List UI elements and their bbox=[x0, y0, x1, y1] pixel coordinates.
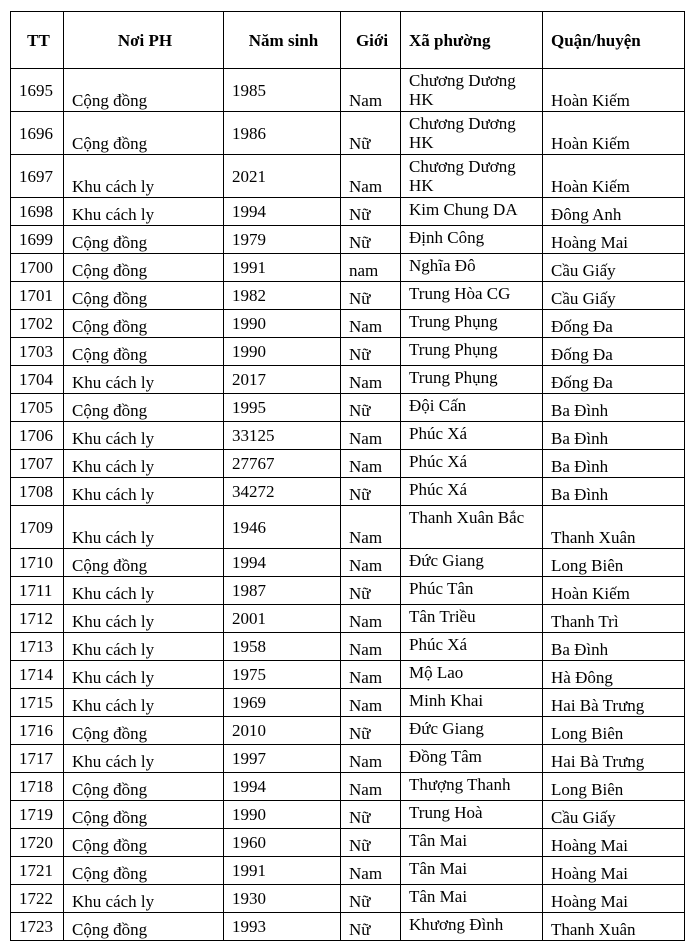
cell-nam-sinh: 2001 bbox=[224, 605, 341, 633]
cell-tt: 1721 bbox=[11, 857, 64, 885]
cell-tt: 1719 bbox=[11, 801, 64, 829]
cell-noi-ph: Khu cách ly bbox=[64, 506, 224, 549]
cell-gioi: Nữ bbox=[341, 394, 401, 422]
cell-xa-phuong: Thượng Thanh bbox=[401, 773, 543, 801]
cell-xa-phuong: Phúc Xá bbox=[401, 422, 543, 450]
cell-quan-huyen: Đống Đa bbox=[543, 310, 685, 338]
cell-gioi: Nữ bbox=[341, 717, 401, 745]
cell-tt: 1709 bbox=[11, 506, 64, 549]
cell-xa-phuong: Định Công bbox=[401, 226, 543, 254]
cell-gioi: Nam bbox=[341, 422, 401, 450]
cell-xa-phuong: Chương Dương HK bbox=[401, 155, 543, 198]
cell-nam-sinh: 1975 bbox=[224, 661, 341, 689]
cell-quan-huyen: Long Biên bbox=[543, 549, 685, 577]
cell-gioi: Nam bbox=[341, 310, 401, 338]
cell-quan-huyen: Thanh Xuân bbox=[543, 506, 685, 549]
cell-xa-phuong: Phúc Xá bbox=[401, 633, 543, 661]
cell-gioi: Nữ bbox=[341, 829, 401, 857]
table-row bbox=[11, 689, 685, 717]
cell-tt: 1715 bbox=[11, 689, 64, 717]
cell-quan-huyen: Long Biên bbox=[543, 773, 685, 801]
cell-noi-ph: Cộng đồng bbox=[64, 857, 224, 885]
cell-tt: 1698 bbox=[11, 198, 64, 226]
cell-noi-ph: Khu cách ly bbox=[64, 885, 224, 913]
cell-gioi: nam bbox=[341, 254, 401, 282]
cell-tt: 1697 bbox=[11, 155, 64, 198]
cell-tt: 1699 bbox=[11, 226, 64, 254]
cell-nam-sinh: 33125 bbox=[224, 422, 341, 450]
cell-gioi: Nam bbox=[341, 689, 401, 717]
cell-noi-ph: Khu cách ly bbox=[64, 450, 224, 478]
table-row bbox=[11, 745, 685, 773]
cell-quan-huyen: Ba Đình bbox=[543, 633, 685, 661]
cell-gioi: Nam bbox=[341, 366, 401, 394]
cell-gioi: Nam bbox=[341, 633, 401, 661]
cell-xa-phuong: Tân Triều bbox=[401, 605, 543, 633]
cell-tt: 1704 bbox=[11, 366, 64, 394]
cell-nam-sinh: 1969 bbox=[224, 689, 341, 717]
table-row bbox=[11, 633, 685, 661]
cell-gioi: Nam bbox=[341, 605, 401, 633]
cell-xa-phuong: Khương Đình bbox=[401, 913, 543, 941]
table-row bbox=[11, 422, 685, 450]
cell-noi-ph: Cộng đồng bbox=[64, 254, 224, 282]
cell-gioi: Nam bbox=[341, 661, 401, 689]
header-nam-sinh: Năm sinh bbox=[224, 12, 341, 69]
cell-xa-phuong: Trung Hoà bbox=[401, 801, 543, 829]
table-row bbox=[11, 506, 685, 549]
table-row bbox=[11, 282, 685, 310]
cell-noi-ph: Cộng đồng bbox=[64, 226, 224, 254]
cell-quan-huyen: Cầu Giấy bbox=[543, 254, 685, 282]
cell-noi-ph: Khu cách ly bbox=[64, 661, 224, 689]
cell-nam-sinh: 1997 bbox=[224, 745, 341, 773]
cell-quan-huyen: Hoàn Kiếm bbox=[543, 69, 685, 112]
cell-noi-ph: Cộng đồng bbox=[64, 69, 224, 112]
cell-quan-huyen: Hoàn Kiếm bbox=[543, 112, 685, 155]
cell-noi-ph: Cộng đồng bbox=[64, 112, 224, 155]
cell-quan-huyen: Đông Anh bbox=[543, 198, 685, 226]
cell-gioi: Nữ bbox=[341, 112, 401, 155]
cell-noi-ph: Cộng đồng bbox=[64, 801, 224, 829]
cell-quan-huyen: Ba Đình bbox=[543, 394, 685, 422]
table-row bbox=[11, 661, 685, 689]
table-row bbox=[11, 198, 685, 226]
cell-gioi: Nam bbox=[341, 857, 401, 885]
cell-quan-huyen: Hoàng Mai bbox=[543, 829, 685, 857]
cell-tt: 1718 bbox=[11, 773, 64, 801]
table-row bbox=[11, 857, 685, 885]
cell-tt: 1708 bbox=[11, 478, 64, 506]
cell-xa-phuong: Phúc Xá bbox=[401, 478, 543, 506]
cell-nam-sinh: 1985 bbox=[224, 69, 341, 112]
cell-xa-phuong: Thanh Xuân Bắc bbox=[401, 506, 543, 549]
cell-gioi: Nữ bbox=[341, 226, 401, 254]
cell-noi-ph: Khu cách ly bbox=[64, 366, 224, 394]
cell-nam-sinh: 1930 bbox=[224, 885, 341, 913]
case-table bbox=[10, 11, 685, 941]
cell-gioi: Nữ bbox=[341, 885, 401, 913]
table-row bbox=[11, 112, 685, 155]
cell-xa-phuong: Đức Giang bbox=[401, 717, 543, 745]
cell-tt: 1703 bbox=[11, 338, 64, 366]
cell-gioi: Nữ bbox=[341, 801, 401, 829]
cell-xa-phuong: Trung Phụng bbox=[401, 366, 543, 394]
cell-xa-phuong: Chương Dương HK bbox=[401, 112, 543, 155]
table-row bbox=[11, 717, 685, 745]
cell-noi-ph: Khu cách ly bbox=[64, 198, 224, 226]
cell-quan-huyen: Ba Đình bbox=[543, 422, 685, 450]
cell-noi-ph: Khu cách ly bbox=[64, 577, 224, 605]
cell-tt: 1695 bbox=[11, 69, 64, 112]
cell-tt: 1713 bbox=[11, 633, 64, 661]
cell-xa-phuong: Trung Phụng bbox=[401, 310, 543, 338]
cell-tt: 1696 bbox=[11, 112, 64, 155]
cell-nam-sinh: 27767 bbox=[224, 450, 341, 478]
cell-noi-ph: Khu cách ly bbox=[64, 605, 224, 633]
cell-quan-huyen: Hoàng Mai bbox=[543, 857, 685, 885]
cell-xa-phuong: Minh Khai bbox=[401, 689, 543, 717]
cell-gioi: Nữ bbox=[341, 198, 401, 226]
cell-xa-phuong: Đội Cấn bbox=[401, 394, 543, 422]
cell-nam-sinh: 1990 bbox=[224, 310, 341, 338]
cell-xa-phuong: Trung Phụng bbox=[401, 338, 543, 366]
cell-xa-phuong: Tân Mai bbox=[401, 857, 543, 885]
cell-noi-ph: Cộng đồng bbox=[64, 829, 224, 857]
cell-tt: 1705 bbox=[11, 394, 64, 422]
cell-noi-ph: Cộng đồng bbox=[64, 549, 224, 577]
cell-noi-ph: Cộng đồng bbox=[64, 773, 224, 801]
cell-quan-huyen: Hoàng Mai bbox=[543, 885, 685, 913]
cell-tt: 1711 bbox=[11, 577, 64, 605]
header-row bbox=[11, 12, 685, 69]
cell-gioi: Nam bbox=[341, 506, 401, 549]
cell-tt: 1720 bbox=[11, 829, 64, 857]
table-row bbox=[11, 829, 685, 857]
cell-noi-ph: Cộng đồng bbox=[64, 913, 224, 941]
cell-xa-phuong: Trung Hòa CG bbox=[401, 282, 543, 310]
cell-nam-sinh: 1991 bbox=[224, 857, 341, 885]
cell-quan-huyen: Thanh Xuân bbox=[543, 913, 685, 941]
cell-quan-huyen: Long Biên bbox=[543, 717, 685, 745]
cell-tt: 1712 bbox=[11, 605, 64, 633]
cell-quan-huyen: Đống Đa bbox=[543, 338, 685, 366]
cell-quan-huyen: Hoàn Kiếm bbox=[543, 577, 685, 605]
cell-gioi: Nam bbox=[341, 69, 401, 112]
cell-noi-ph: Khu cách ly bbox=[64, 155, 224, 198]
header-quan-huyen: Quận/huyện bbox=[543, 12, 685, 69]
cell-tt: 1702 bbox=[11, 310, 64, 338]
cell-nam-sinh: 1960 bbox=[224, 829, 341, 857]
cell-nam-sinh: 2017 bbox=[224, 366, 341, 394]
header-gioi: Giới bbox=[341, 12, 401, 69]
cell-gioi: Nữ bbox=[341, 338, 401, 366]
table-row bbox=[11, 338, 685, 366]
header-xa-phuong: Xã phường bbox=[401, 12, 543, 69]
cell-xa-phuong: Nghĩa Đô bbox=[401, 254, 543, 282]
cell-nam-sinh: 1958 bbox=[224, 633, 341, 661]
cell-noi-ph: Khu cách ly bbox=[64, 689, 224, 717]
cell-tt: 1710 bbox=[11, 549, 64, 577]
cell-tt: 1700 bbox=[11, 254, 64, 282]
cell-nam-sinh: 2010 bbox=[224, 717, 341, 745]
cell-noi-ph: Khu cách ly bbox=[64, 422, 224, 450]
cell-noi-ph: Cộng đồng bbox=[64, 338, 224, 366]
cell-quan-huyen: Hoàng Mai bbox=[543, 226, 685, 254]
cell-gioi: Nữ bbox=[341, 913, 401, 941]
cell-tt: 1714 bbox=[11, 661, 64, 689]
cell-tt: 1701 bbox=[11, 282, 64, 310]
cell-xa-phuong: Phúc Tân bbox=[401, 577, 543, 605]
cell-quan-huyen: Hoàn Kiếm bbox=[543, 155, 685, 198]
cell-gioi: Nam bbox=[341, 155, 401, 198]
cell-nam-sinh: 1993 bbox=[224, 913, 341, 941]
cell-gioi: Nam bbox=[341, 745, 401, 773]
table-row bbox=[11, 254, 685, 282]
cell-gioi: Nam bbox=[341, 450, 401, 478]
cell-nam-sinh: 1991 bbox=[224, 254, 341, 282]
cell-nam-sinh: 1982 bbox=[224, 282, 341, 310]
cell-nam-sinh: 1994 bbox=[224, 198, 341, 226]
cell-xa-phuong: Tân Mai bbox=[401, 885, 543, 913]
cell-nam-sinh: 1986 bbox=[224, 112, 341, 155]
cell-tt: 1717 bbox=[11, 745, 64, 773]
table-row bbox=[11, 885, 685, 913]
table-row bbox=[11, 69, 685, 112]
cell-gioi: Nam bbox=[341, 549, 401, 577]
cell-noi-ph: Cộng đồng bbox=[64, 717, 224, 745]
cell-noi-ph: Cộng đồng bbox=[64, 394, 224, 422]
cell-quan-huyen: Ba Đình bbox=[543, 450, 685, 478]
cell-xa-phuong: Kim Chung DA bbox=[401, 198, 543, 226]
cell-nam-sinh: 1990 bbox=[224, 801, 341, 829]
table-row bbox=[11, 155, 685, 198]
table-row bbox=[11, 478, 685, 506]
cell-gioi: Nữ bbox=[341, 282, 401, 310]
cell-tt: 1722 bbox=[11, 885, 64, 913]
cell-gioi: Nam bbox=[341, 773, 401, 801]
cell-noi-ph: Khu cách ly bbox=[64, 633, 224, 661]
cell-nam-sinh: 1946 bbox=[224, 506, 341, 549]
cell-nam-sinh: 2021 bbox=[224, 155, 341, 198]
table-row bbox=[11, 801, 685, 829]
table-row bbox=[11, 913, 685, 941]
header-noi-ph: Nơi PH bbox=[64, 12, 224, 69]
table-row bbox=[11, 773, 685, 801]
cell-xa-phuong: Đồng Tâm bbox=[401, 745, 543, 773]
table-row bbox=[11, 366, 685, 394]
cell-noi-ph: Cộng đồng bbox=[64, 282, 224, 310]
cell-xa-phuong: Chương Dương HK bbox=[401, 69, 543, 112]
cell-noi-ph: Khu cách ly bbox=[64, 745, 224, 773]
cell-nam-sinh: 1979 bbox=[224, 226, 341, 254]
cell-nam-sinh: 1994 bbox=[224, 549, 341, 577]
table-row bbox=[11, 226, 685, 254]
cell-quan-huyen: Ba Đình bbox=[543, 478, 685, 506]
cell-tt: 1716 bbox=[11, 717, 64, 745]
cell-nam-sinh: 1995 bbox=[224, 394, 341, 422]
cell-noi-ph: Khu cách ly bbox=[64, 478, 224, 506]
cell-xa-phuong: Đức Giang bbox=[401, 549, 543, 577]
cell-noi-ph: Cộng đồng bbox=[64, 310, 224, 338]
cell-quan-huyen: Hai Bà Trưng bbox=[543, 745, 685, 773]
table-row bbox=[11, 577, 685, 605]
cell-tt: 1706 bbox=[11, 422, 64, 450]
cell-nam-sinh: 1990 bbox=[224, 338, 341, 366]
cell-nam-sinh: 1994 bbox=[224, 773, 341, 801]
cell-nam-sinh: 1987 bbox=[224, 577, 341, 605]
cell-xa-phuong: Mộ Lao bbox=[401, 661, 543, 689]
cell-quan-huyen: Cầu Giấy bbox=[543, 282, 685, 310]
cell-quan-huyen: Đống Đa bbox=[543, 366, 685, 394]
cell-gioi: Nữ bbox=[341, 478, 401, 506]
cell-quan-huyen: Cầu Giấy bbox=[543, 801, 685, 829]
cell-nam-sinh: 34272 bbox=[224, 478, 341, 506]
table-row bbox=[11, 549, 685, 577]
table-row bbox=[11, 310, 685, 338]
table-row bbox=[11, 394, 685, 422]
cell-quan-huyen: Hà Đông bbox=[543, 661, 685, 689]
cell-quan-huyen: Thanh Trì bbox=[543, 605, 685, 633]
cell-xa-phuong: Phúc Xá bbox=[401, 450, 543, 478]
table-row bbox=[11, 450, 685, 478]
cell-gioi: Nữ bbox=[341, 577, 401, 605]
cell-tt: 1707 bbox=[11, 450, 64, 478]
header-tt: TT bbox=[11, 12, 64, 69]
cell-quan-huyen: Hai Bà Trưng bbox=[543, 689, 685, 717]
cell-xa-phuong: Tân Mai bbox=[401, 829, 543, 857]
cell-tt: 1723 bbox=[11, 913, 64, 941]
table-row bbox=[11, 605, 685, 633]
